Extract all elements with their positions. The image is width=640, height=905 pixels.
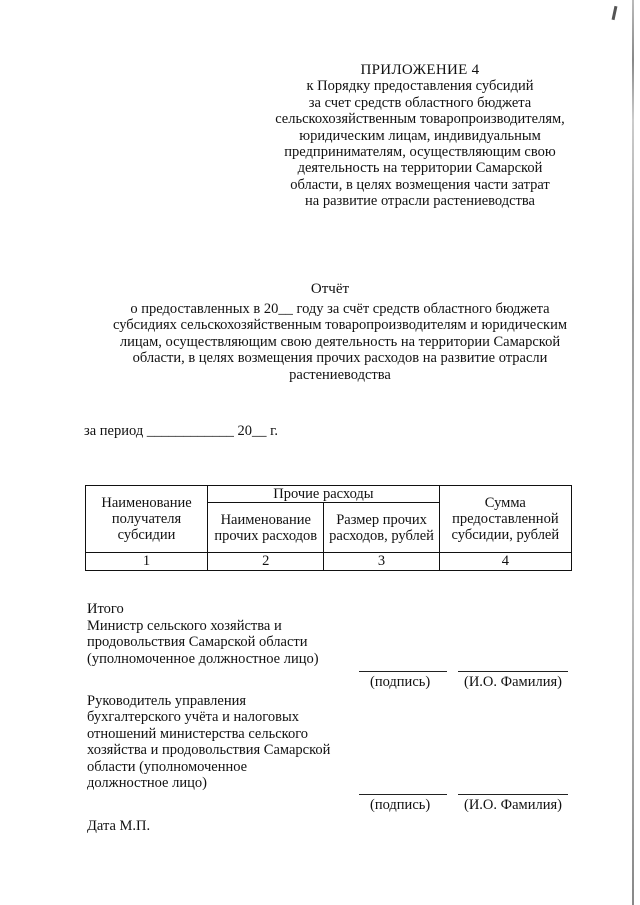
appendix-line: предпринимателям, осуществляющим свою <box>284 144 556 161</box>
signature-label: (подпись) <box>370 674 431 690</box>
scan-edge <box>632 0 634 905</box>
header-subsidy-sum: Сумма предоставленной субсидии, рублей <box>439 486 571 553</box>
header-expense-amount: Размер прочих расходов, рублей <box>324 503 439 553</box>
signature-line <box>359 671 447 672</box>
column-number: 3 <box>324 553 439 570</box>
name-line <box>458 794 568 795</box>
appendix-line: деятельность на территории Самарской <box>297 160 543 177</box>
appendix-line: сельскохозяйственным товаропроизводителям, <box>275 111 565 128</box>
appendix-line: за счет средств областного бюджета <box>308 94 532 111</box>
header-expense-name: Наименование прочих расходов <box>208 503 324 553</box>
minister-line: Министр сельского хозяйства и <box>87 618 282 634</box>
name-line <box>458 671 568 672</box>
head-line: Руководитель управления <box>87 693 247 709</box>
signature-line <box>359 794 447 795</box>
report-line: лицам, осуществляющим свою деятельность на территории Самарской <box>119 333 561 350</box>
head-line: хозяйства и продовольствия Самарской <box>87 742 331 759</box>
minister-line: продовольствия Самарской области <box>87 634 308 651</box>
report-line: области, в целях возмещения прочих расходов на развитие отрасли <box>132 350 548 367</box>
head-line: отношений министерства сельского <box>87 725 309 742</box>
appendix-line: на развитие отрасли растениеводства <box>305 193 535 210</box>
scan-mark <box>612 6 618 20</box>
column-number: 2 <box>208 553 324 570</box>
head-line: бухгалтерского учёта и налоговых <box>87 709 299 726</box>
head-accounting-block <box>87 693 330 791</box>
column-number: 4 <box>439 553 571 570</box>
report-line: о предоставленных в 20__ году за счёт средств областного бюджета <box>130 301 550 317</box>
report-period: за период ____________ 20__ г. <box>84 423 279 439</box>
total-label: Итого <box>87 601 124 617</box>
head-line: должностное лицо) <box>87 775 207 792</box>
appendix-line: области, в целях возмещения части затрат <box>290 176 550 193</box>
appendix-line: юридическим лицам, индивидуальным <box>299 127 541 144</box>
name-label: (И.О. Фамилия) <box>464 674 562 690</box>
report-line: субсидиях сельскохозяйственным товаропроизводителям и юридическим <box>112 317 568 334</box>
minister-line: (уполномоченное должностное лицо) <box>87 650 319 667</box>
appendix-header <box>255 62 585 210</box>
column-number: 1 <box>86 553 208 570</box>
date-stamp-label: Дата М.П. <box>87 818 151 834</box>
report-title: Отчёт <box>310 281 350 297</box>
appendix-title: ПРИЛОЖЕНИЕ 4 <box>360 62 480 78</box>
header-other-expenses: Прочие расходы <box>208 486 440 503</box>
report-description <box>95 301 585 383</box>
signature-label: (подпись) <box>370 797 431 813</box>
report-table <box>85 485 572 571</box>
appendix-line: к Порядку предоставления субсидий <box>306 78 534 95</box>
name-label: (И.О. Фамилия) <box>464 797 562 813</box>
minister-block <box>87 618 319 667</box>
header-recipient: Наименование получателя субсидии <box>86 486 208 553</box>
report-line: растениеводства <box>289 366 391 383</box>
head-line: области (уполномоченное <box>87 758 248 775</box>
